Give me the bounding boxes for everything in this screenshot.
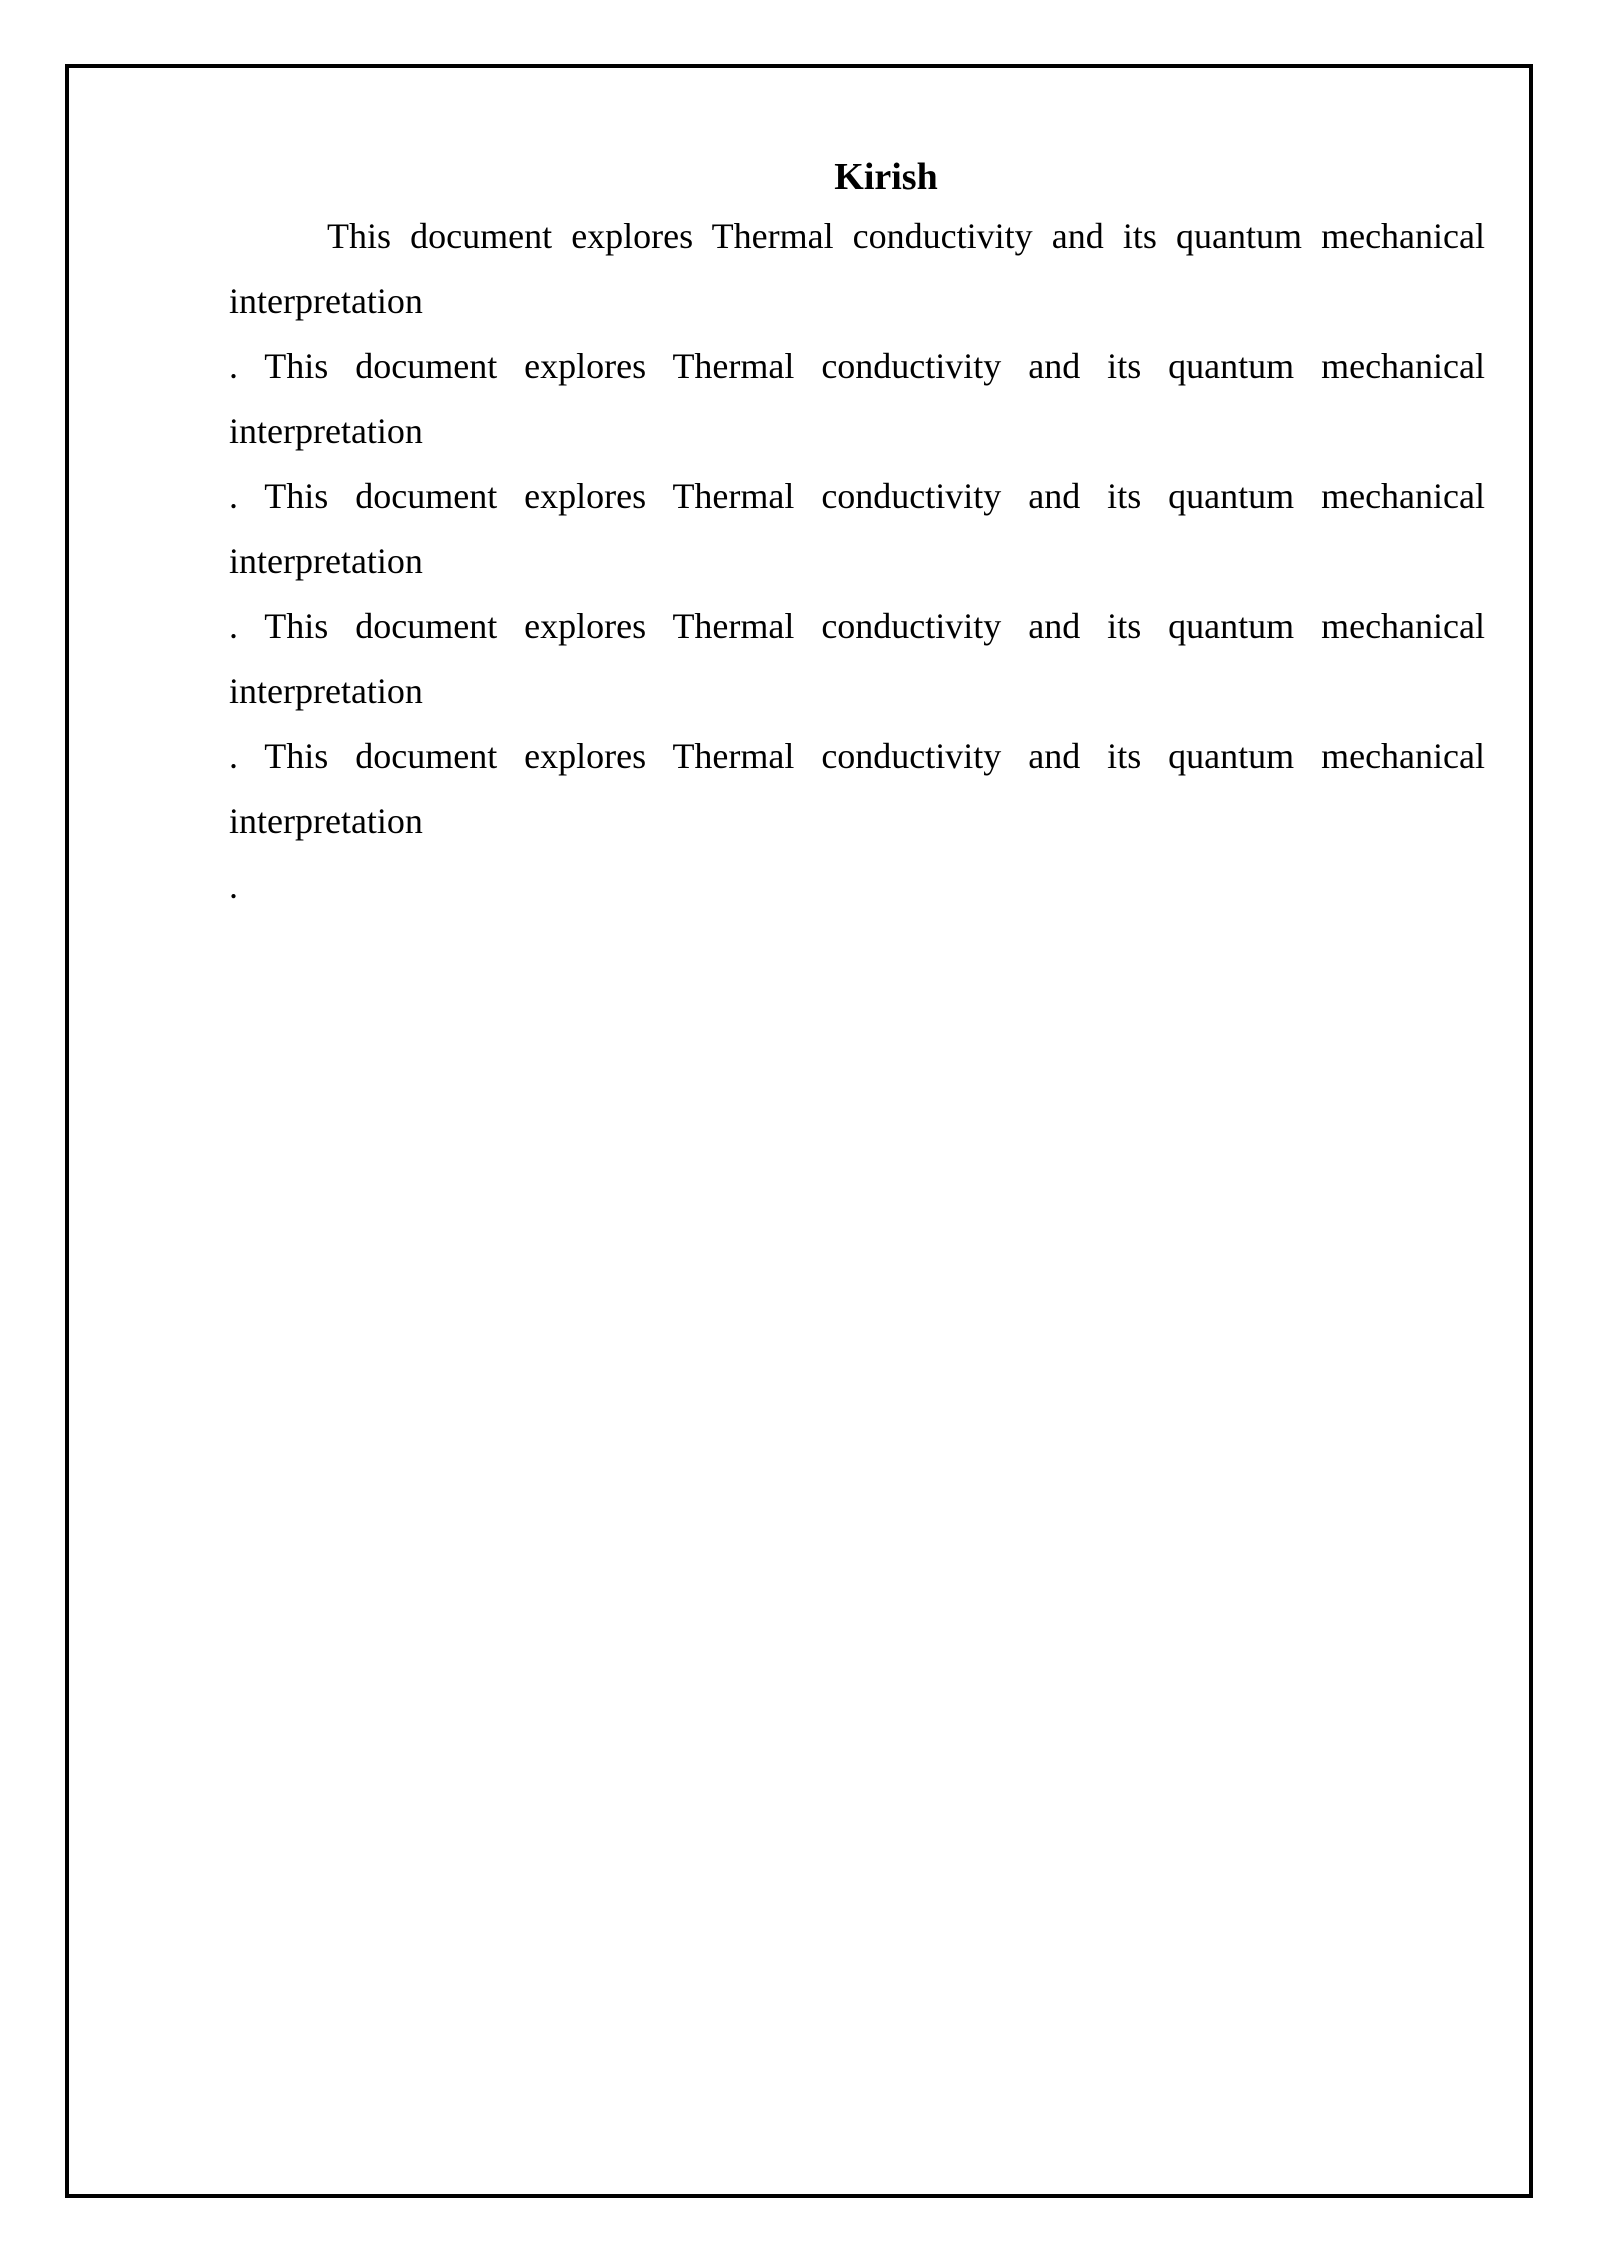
text-line: interpretation (229, 671, 423, 711)
text-line: interpretation (229, 801, 423, 841)
page-title: Kirish (834, 156, 938, 198)
text-line: interpretation (229, 411, 423, 451)
text-line: . This document explores Thermal conductivity and its quantum mechanical (229, 346, 1485, 386)
document-body (229, 150, 1485, 919)
text-line: . This document explores Thermal conductivity and its quantum mechanical (229, 476, 1485, 516)
text-line: . This document explores Thermal conductivity and its quantum mechanical (229, 736, 1485, 776)
text-line: interpretation (229, 541, 423, 581)
paragraph (229, 204, 1485, 919)
text-line: interpretation (229, 281, 423, 321)
text-line: . This document explores Thermal conductivity and its quantum mechanical (229, 606, 1485, 646)
text-line: . (229, 866, 238, 906)
text-line: This document explores Thermal conductivity and its quantum mechanical (327, 216, 1485, 256)
